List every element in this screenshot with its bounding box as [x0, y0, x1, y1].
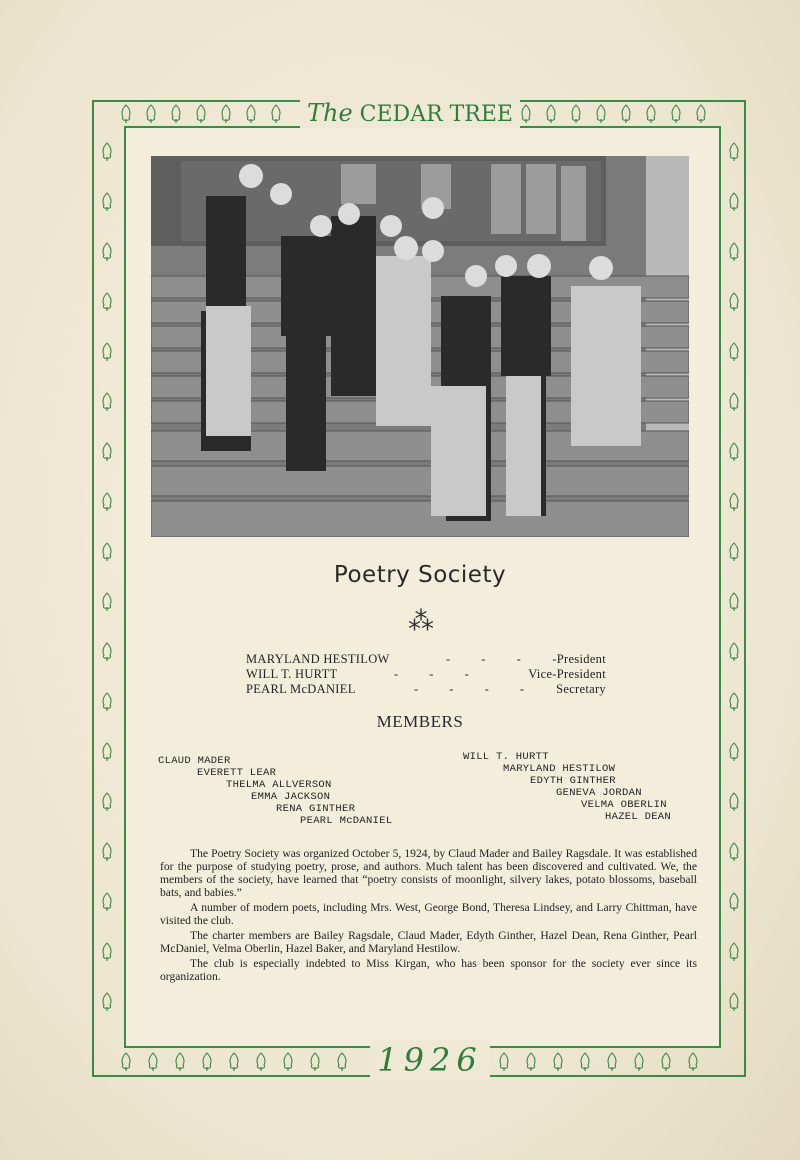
member-right: GENEVA JORDAN — [556, 787, 642, 799]
cedar-tree-icon — [728, 492, 740, 512]
member-left: EVERETT LEAR — [197, 767, 277, 779]
paragraph: The Poetry Society was organized October 5, 1924, by Claud Mader and Bailey Ragsdale. It was established for the purpose of studying poetry, prose, and authors. Much talent has been discovered and cultivated. We, the members of the society, have learned that “poetry consists of moonlight, silvery lakes, potato blossoms, baseball bats, and babies.” — [160, 847, 697, 899]
cedar-tree-icon — [195, 104, 207, 124]
cedar-tree-icon — [620, 104, 632, 124]
cedar-tree-icon — [728, 842, 740, 862]
member-left: THELMA ALLVERSON — [226, 779, 332, 791]
cedar-tree-icon — [170, 104, 182, 124]
officer-role: -President — [552, 652, 606, 666]
paragraph: A number of modern poets, including Mrs. West, George Bond, Theresa Lindsey, and Larry Chittman, have visited the club. — [160, 901, 697, 927]
member-left: CLAUD MADER — [158, 755, 231, 767]
cedar-tree-icon — [101, 692, 113, 712]
cedar-tree-icon — [728, 892, 740, 912]
cedar-tree-icon — [545, 104, 557, 124]
cedar-tree-icon — [101, 242, 113, 262]
cedar-tree-icon — [728, 992, 740, 1012]
section-title: Poetry Society — [333, 562, 507, 588]
cedar-tree-icon — [101, 892, 113, 912]
cedar-tree-icon — [728, 142, 740, 162]
cedar-tree-icon — [245, 104, 257, 124]
group-photo-image — [151, 156, 689, 537]
cedar-tree-icon — [101, 792, 113, 812]
society-description — [160, 847, 697, 985]
group-photo — [151, 156, 689, 537]
cedar-tree-icon — [255, 1052, 267, 1072]
cedar-tree-icon — [145, 104, 157, 124]
cedar-tree-icon — [552, 1052, 564, 1072]
cedar-tree-icon — [728, 192, 740, 212]
cedar-tree-icon — [101, 742, 113, 762]
cedar-tree-icon — [695, 104, 707, 124]
cedar-tree-icon — [101, 942, 113, 962]
member-right: HAZEL DEAN — [605, 811, 672, 823]
member-right: MARYLAND HESTILOW — [503, 763, 616, 775]
members-heading: MEMBERS — [376, 712, 464, 731]
cedar-tree-icon — [101, 592, 113, 612]
member-left: RENA GINTHER — [276, 803, 356, 815]
cedar-tree-icon — [570, 104, 582, 124]
cedar-tree-icon — [728, 592, 740, 612]
cedar-tree-icon — [101, 442, 113, 462]
officer-dashes: - - - — [446, 652, 535, 666]
cedar-tree-icon — [228, 1052, 240, 1072]
cedar-tree-icon — [645, 104, 657, 124]
member-right: WILL T. HURTT — [463, 751, 549, 763]
cedar-tree-icon — [270, 104, 282, 124]
cedar-tree-icon — [595, 104, 607, 124]
ornament-icon: ⁂ — [408, 607, 434, 636]
cedar-tree-icon — [520, 104, 532, 124]
cedar-tree-icon — [174, 1052, 186, 1072]
cedar-tree-icon — [728, 942, 740, 962]
officer-secretary — [246, 682, 606, 698]
cedar-tree-icon — [101, 542, 113, 562]
officer-name: WILL T. HURTT — [246, 667, 338, 681]
cedar-tree-icon — [670, 104, 682, 124]
cedar-tree-icon — [147, 1052, 159, 1072]
officer-vice-president — [246, 667, 606, 683]
member-right: EDYTH GINTHER — [530, 775, 616, 787]
officer-name: PEARL McDANIEL — [246, 682, 356, 696]
cedar-tree-icon — [101, 192, 113, 212]
cedar-tree-icon — [101, 342, 113, 362]
cedar-tree-icon — [101, 392, 113, 412]
cedar-tree-icon — [309, 1052, 321, 1072]
cedar-tree-icon — [101, 142, 113, 162]
cedar-tree-icon — [728, 742, 740, 762]
cedar-tree-icon — [579, 1052, 591, 1072]
cedar-tree-icon — [101, 642, 113, 662]
cedar-tree-icon — [498, 1052, 510, 1072]
paragraph: The club is especially indebted to Miss Kirgan, who has been sponsor for the society ever since its organization. — [160, 957, 697, 983]
title-the: The — [306, 99, 353, 127]
member-left: PEARL McDANIEL — [300, 815, 393, 827]
cedar-tree-icon — [728, 692, 740, 712]
cedar-tree-icon — [728, 342, 740, 362]
paragraph: The charter members are Bailey Ragsdale, Claud Mader, Edyth Ginther, Hazel Dean, Rena Ginther, Pearl McDaniel, Velma Oberlin, Hazel Baker, and Maryland Hestilow. — [160, 929, 697, 955]
officer-role: Secretary — [556, 682, 606, 696]
cedar-tree-icon — [201, 1052, 213, 1072]
officer-dashes: - - - - — [414, 682, 539, 696]
cedar-tree-icon — [525, 1052, 537, 1072]
cedar-tree-icon — [220, 104, 232, 124]
cedar-tree-icon — [728, 542, 740, 562]
cedar-tree-icon — [101, 842, 113, 862]
officer-president — [246, 652, 606, 668]
member-right: VELMA OBERLIN — [581, 799, 667, 811]
cedar-tree-icon — [728, 292, 740, 312]
cedar-tree-icon — [687, 1052, 699, 1072]
cedar-tree-icon — [101, 292, 113, 312]
cedar-tree-icon — [728, 392, 740, 412]
footer-year: 1926 — [370, 1040, 490, 1080]
officer-role: Vice-President — [528, 667, 606, 681]
cedar-tree-icon — [728, 792, 740, 812]
yearbook-title — [300, 98, 520, 128]
cedar-tree-icon — [728, 442, 740, 462]
member-left: EMMA JACKSON — [251, 791, 331, 803]
cedar-tree-icon — [101, 492, 113, 512]
cedar-tree-icon — [728, 242, 740, 262]
cedar-tree-icon — [101, 992, 113, 1012]
cedar-tree-icon — [728, 642, 740, 662]
cedar-tree-icon — [120, 104, 132, 124]
cedar-tree-icon — [633, 1052, 645, 1072]
cedar-tree-icon — [336, 1052, 348, 1072]
title-cedar-tree: CEDAR TREE — [359, 102, 513, 127]
officer-name: MARYLAND HESTILOW — [246, 652, 390, 666]
cedar-tree-icon — [282, 1052, 294, 1072]
cedar-tree-icon — [606, 1052, 618, 1072]
officer-dashes: - - - — [394, 667, 483, 681]
cedar-tree-icon — [120, 1052, 132, 1072]
cedar-tree-icon — [660, 1052, 672, 1072]
